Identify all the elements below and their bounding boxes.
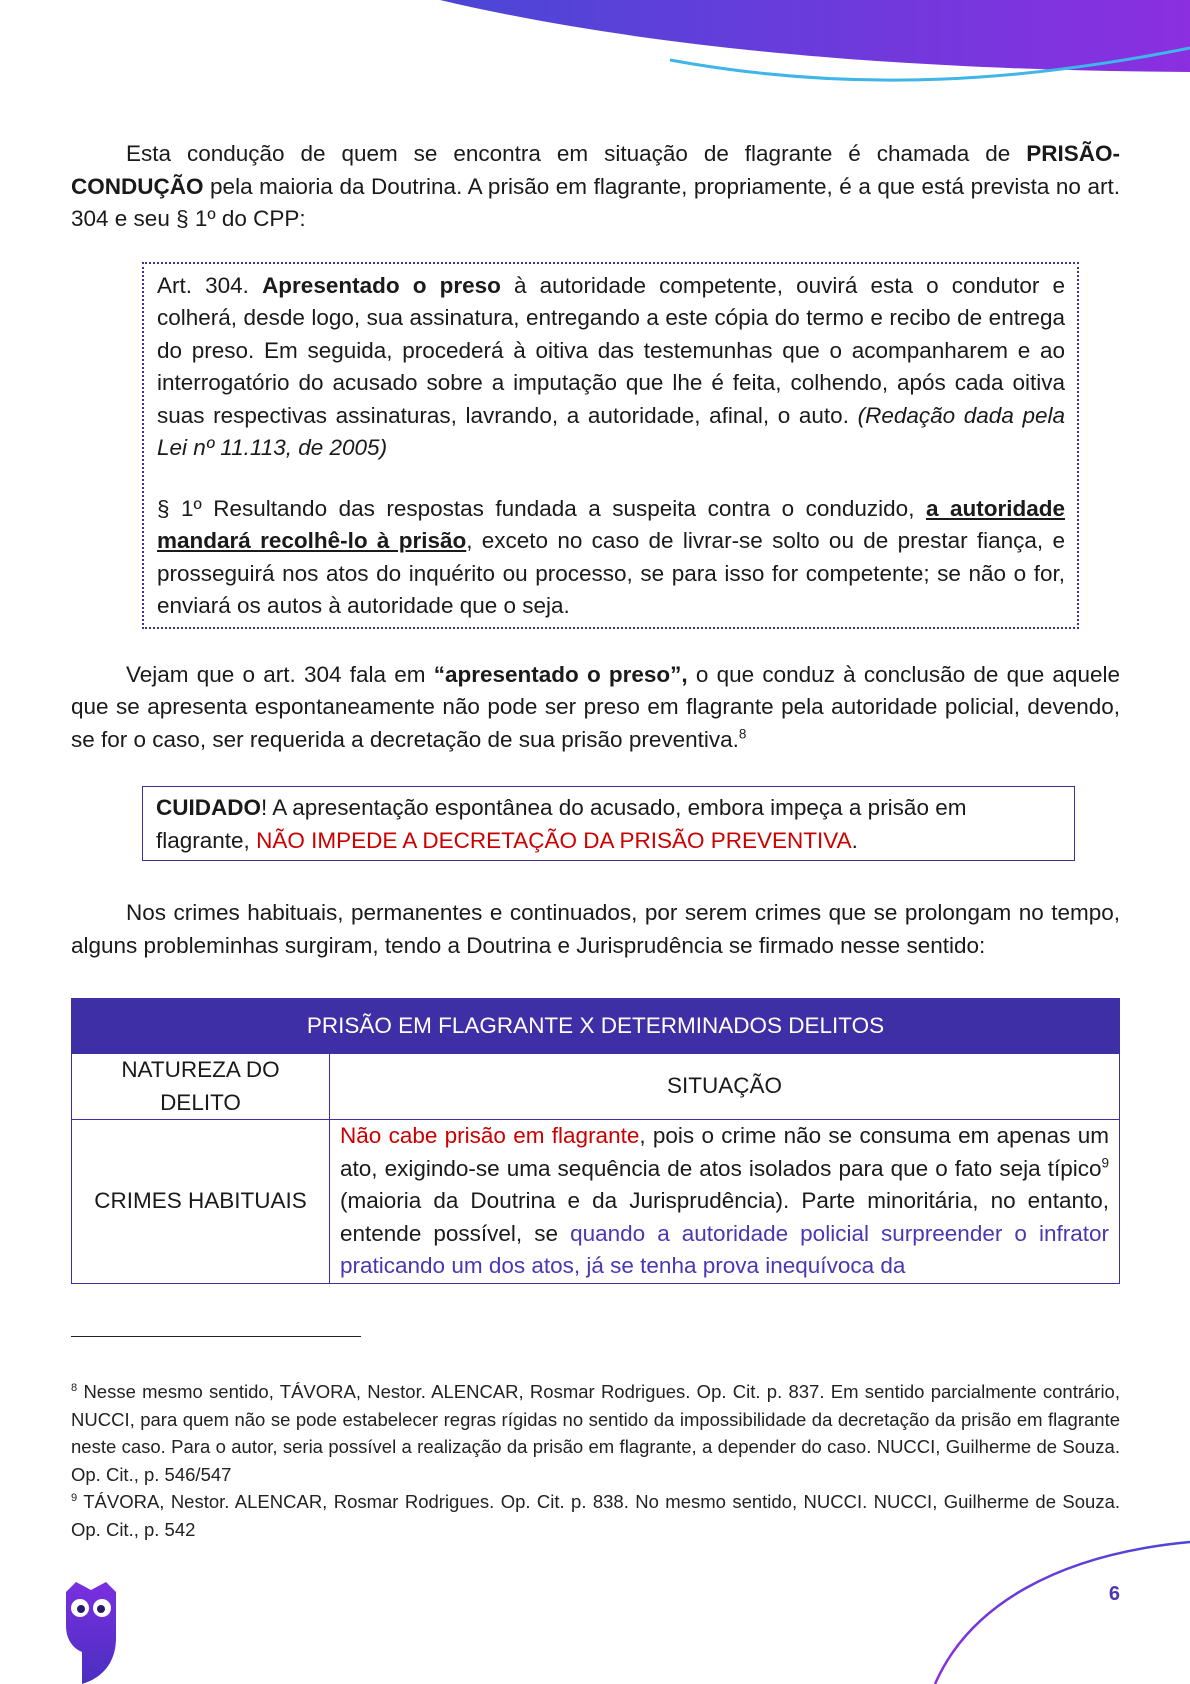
footer-decoration <box>930 1534 1190 1684</box>
footnote-separator <box>71 1336 361 1337</box>
table-row <box>72 1120 1120 1284</box>
legal-quote-box <box>142 262 1079 629</box>
delitos-table <box>71 998 1120 1284</box>
warning-label: CUIDADO <box>156 795 261 820</box>
footnotes <box>71 1378 1120 1543</box>
column-header-natureza: NATUREZA DO DELITO <box>72 1054 330 1120</box>
header-decoration <box>430 0 1190 110</box>
paragraph-crimes: Nos crimes habituais, permanentes e continuados, por serem crimes que se prolongam no tempo, alguns probleminhas surgiram, tendo a Doutrina e Jurisprudência se firmado nesse sentido: <box>71 900 1120 958</box>
column-header-situacao: SITUAÇÃO <box>330 1054 1120 1120</box>
paragraph-1: § 1º Resultando das respostas fundada a suspeita contra o conduzido, a autoridade mandará recolhê-lo à prisão, exceto no caso de livrar-se solto ou de prestar fiança, e prosseguirá nos atos do inquérito ou processo, se para isso for competente; se não o for, enviará os autos à autoridade que o seja. <box>157 495 1066 618</box>
table-title: PRISÃO EM FLAGRANTE X DETERMINADOS DELITOS <box>72 999 1120 1054</box>
paragraph-apresentado: Vejam que o art. 304 fala em “apresentado o preso”, o que conduz à conclusão de que aquele que se apresenta espontaneamente não pode ser preso em flagrante pela autoridade policial, devendo, se for o caso, ser requerida a decretação de sua prisão preventiva.$^8$ <box>71 661 1120 752</box>
footnote-9: $^9$ TÁVORA, Nestor. ALENCAR, Rosmar Rodrigues. Op. Cit. p. 838. No mesmo sentido, NUCCI. NUCCI, Guilherme de Souza. Op. Cit., p. 542 <box>71 1491 1120 1540</box>
footnote-ref-8[interactable]: 8 <box>738 726 747 741</box>
warning-highlight: NÃO IMPEDE A DECRETAÇÃO DA PRISÃO PREVENTIVA <box>256 827 852 853</box>
page-content <box>71 138 1120 1284</box>
page-number: 6 <box>1108 1583 1120 1605</box>
row-crime-name: CRIMES HABITUAIS <box>72 1120 330 1284</box>
row-situation: Não cabe prisão em flagrante, pois o crime não se consuma em apenas um ato, exigindo-se uma sequência de atos isolados para que o fato seja típico$^9$ (maioria da Doutrina e da Jurisprudência). Parte minoritária, no entanto, entende possível, se quando a autoridade policial surpreender o infrator praticando um dos atos, já se tenha prova inequívoca da <box>330 1120 1120 1284</box>
article-304: Art. 304. Apresentado o preso à autoridade competente, ouvirá esta o condutor e colherá, desde logo, sua assinatura, entregando a este cópia do termo e recibo de entrega do preso. Em seguida, procederá à oitiva das testemunhas que o acompanharem e ao interrogatório do acusado sobre a imputação que lhe é feita, colhendo, após cada oitiva suas respectivas assinaturas, lavrando, a autoridade, afinal, o auto. (Redação dada pela Lei nº 11.113, de 2005) <box>157 272 1066 460</box>
owl-logo-icon <box>62 1578 120 1684</box>
warning-box: CUIDADO! A apresentação espontânea do acusado, embora impeça a prisão em flagrante, NÃO IMPEDE A DECRETAÇÃO DA PRISÃO PREVENTIVA. <box>142 786 1075 861</box>
paragraph-intro: Esta condução de quem se encontra em situação de flagrante é chamada de PRISÃO-CONDUÇÃO pela maioria da Doutrina. A prisão em flagrante, propriamente, é a que está prevista no art. 304 e seu § 1º do CPP: <box>71 141 1120 231</box>
footnote-8: $^8$ Nesse mesmo sentido, TÁVORA, Nestor. ALENCAR, Rosmar Rodrigues. Op. Cit. p. 837. Em sentido parcialmente contrário, NUCCI, para quem não se pode estabelecer regras rígidas no sentido da impossibilidade da decretação da prisão em flagrante neste caso. Para o autor, seria possível a realização da prisão em flagrante, a depender do caso. NUCCI, Guilherme de Souza. Op. Cit., p. 546/547 <box>71 1381 1120 1485</box>
footnote-ref-9[interactable]: 9 <box>1101 1155 1109 1170</box>
